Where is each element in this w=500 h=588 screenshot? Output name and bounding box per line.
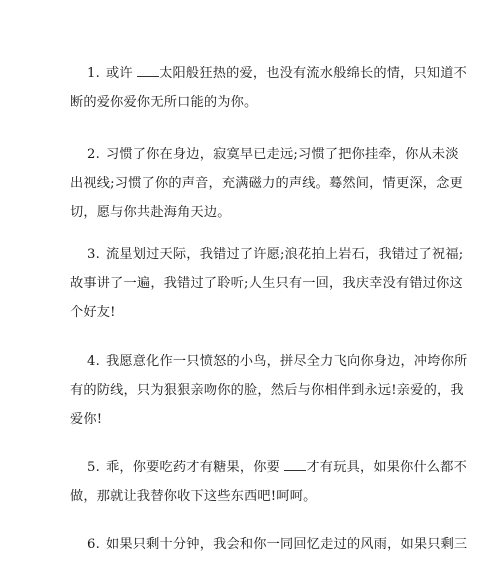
paragraph-line: [87, 347, 468, 376]
paragraph-3: [70, 240, 464, 327]
line-text: 做，那就让我替你收下这些东西吧!呵呵。: [70, 489, 317, 504]
paragraph-line: [70, 376, 464, 405]
paragraph-number: 5.: [87, 460, 100, 475]
line-text: 才有玩具，如果你什么都不: [306, 460, 468, 475]
line-text: 出视线;习惯了你的声音，充满磁力的声线。蓦然间，情更深，念更: [70, 176, 463, 191]
cut-off-line: [70, 559, 432, 588]
paragraph-line: [70, 482, 432, 511]
line-text: 流星划过天际，我错过了许愿;浪花拍上岩石，我错过了祝福;: [105, 247, 464, 262]
line-text: 爱你!: [70, 412, 103, 427]
line-text: 个好友!: [70, 305, 116, 320]
line-text: 太阳般狂热的爱，也没有流水般绵长的情，只知道不: [159, 66, 468, 81]
paragraph-line: [87, 453, 468, 482]
paragraph-line: [70, 88, 432, 117]
paragraph-2: [70, 140, 463, 227]
paragraph-line: [87, 140, 459, 169]
line-text: 或许: [105, 66, 138, 81]
paragraph-number: 1.: [87, 66, 100, 81]
paragraph-line: [70, 405, 432, 434]
paragraph-number: 2.: [87, 147, 100, 162]
paragraph-6: [87, 530, 468, 588]
line-text: 如果只剩十分钟，我会和你一同回忆走过的风雨，如果只剩三: [105, 537, 468, 552]
paragraph-line: [70, 198, 432, 227]
paragraph-1: [70, 59, 468, 117]
fill-in-blank: [137, 64, 159, 77]
line-text: 有的防线，只为狠狠亲吻你的脸，然后与你相伴到永远!亲爱的，我: [70, 383, 464, 398]
paragraph-5: [70, 453, 468, 511]
paragraph-line: [70, 169, 463, 198]
line-text: 故事讲了一遍，我错过了聆听;人生只有一回，我庆幸没有错过你这: [70, 276, 463, 291]
paragraph-number: 3.: [87, 247, 100, 262]
paragraph-line: [87, 240, 464, 269]
line-text: 我愿意化作一只愤怒的小鸟，拼尽全力飞向你身边，冲垮你所: [105, 354, 468, 369]
line-text: 习惯了你在身边，寂寞早已走远;习惯了把你挂牵，你从未淡: [105, 147, 459, 162]
paragraph-4: [70, 347, 468, 434]
paragraph-number: 4.: [87, 354, 100, 369]
paragraph-line: [87, 530, 468, 559]
line-text: 断的爱你爱你无所口能的为你。: [70, 95, 258, 110]
line-text: 切，愿与你共赴海角天边。: [70, 205, 231, 220]
paragraph-line: [70, 298, 432, 327]
paragraph-line: [70, 269, 463, 298]
line-text: 乖，你要吃药才有糖果，你要: [105, 460, 285, 475]
paragraph-line: [87, 59, 468, 88]
paragraph-number: 6.: [87, 537, 100, 552]
fill-in-blank: [284, 458, 306, 471]
